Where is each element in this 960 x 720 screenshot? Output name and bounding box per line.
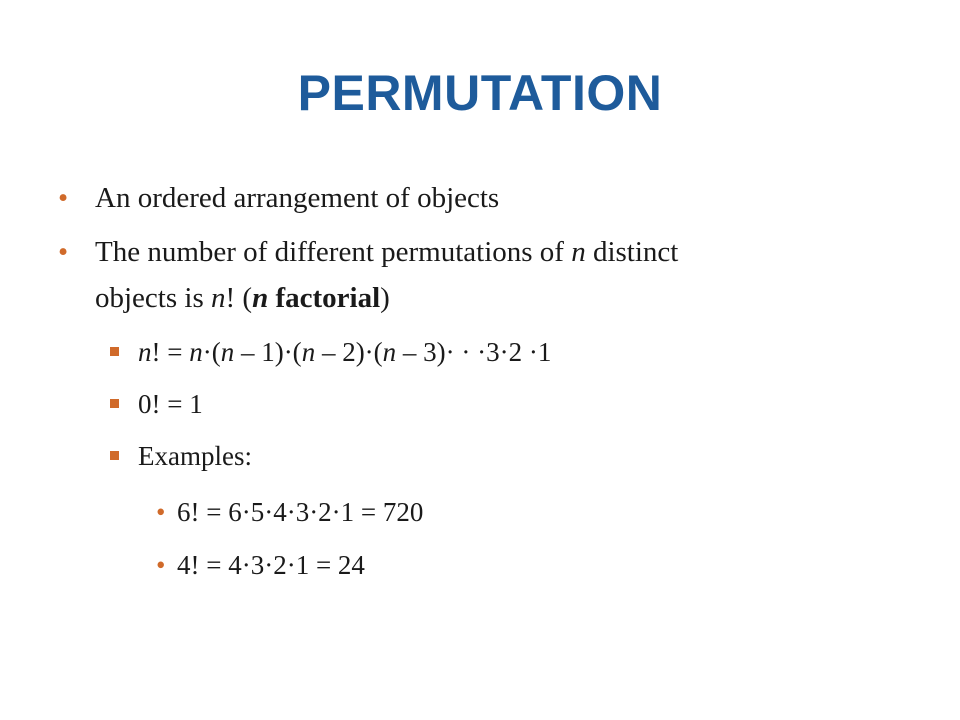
square-bullet-icon: [110, 399, 119, 408]
variable-n: n: [211, 282, 226, 314]
variable-n: n: [189, 337, 203, 367]
bullet-dot-icon: •: [156, 550, 166, 580]
variable-n: n: [138, 337, 152, 367]
bullet-text: objects is: [95, 282, 211, 314]
sub-bullet-text: Examples:: [138, 441, 252, 471]
variable-n: n: [220, 337, 235, 367]
bullet-text: An ordered arrangement of objects: [95, 182, 500, 214]
example-text: 6! = 6·5·4·3·2·1 = 720: [177, 497, 424, 527]
bullet-text: The number of different permutations of: [95, 236, 572, 268]
bullet-dot-icon: •: [156, 497, 166, 527]
formula-text: ! =: [151, 337, 190, 367]
factorial-word: factorial: [268, 282, 381, 314]
formula-text: – 2)·(: [315, 337, 383, 367]
sub-bullet-zero-factorial: [138, 385, 203, 423]
formula-text: ·(: [202, 337, 221, 367]
variable-n: n: [301, 337, 316, 367]
example-item-1: [177, 493, 423, 531]
bullet-dot-icon: •: [58, 236, 69, 268]
bullet-text: ! (: [225, 282, 253, 314]
example-text: 4! = 4·3·2·1 = 24: [177, 550, 365, 580]
bullet-item-1: [95, 178, 499, 218]
variable-n: n: [571, 236, 586, 268]
bullet-dot-icon: •: [58, 182, 69, 214]
sub-bullet-examples: [138, 437, 252, 475]
sub-bullet-text: 0! = 1: [138, 389, 203, 419]
formula-text: – 1)·(: [234, 337, 302, 367]
bullet-text: distinct: [585, 236, 679, 268]
example-item-2: [177, 546, 365, 584]
variable-n: n: [382, 337, 397, 367]
slide-title: PERMUTATION: [297, 65, 663, 121]
square-bullet-icon: [110, 451, 119, 460]
sub-bullet-factorial-formula: [138, 333, 551, 371]
square-bullet-icon: [110, 347, 119, 356]
bullet-item-2-line-1: [95, 232, 678, 272]
variable-n-bold: n: [252, 282, 269, 314]
bullet-item-2-line-2: [95, 278, 390, 318]
formula-text: – 3)· · ·3·2 ·1: [396, 337, 552, 367]
bullet-text: ): [380, 282, 390, 314]
